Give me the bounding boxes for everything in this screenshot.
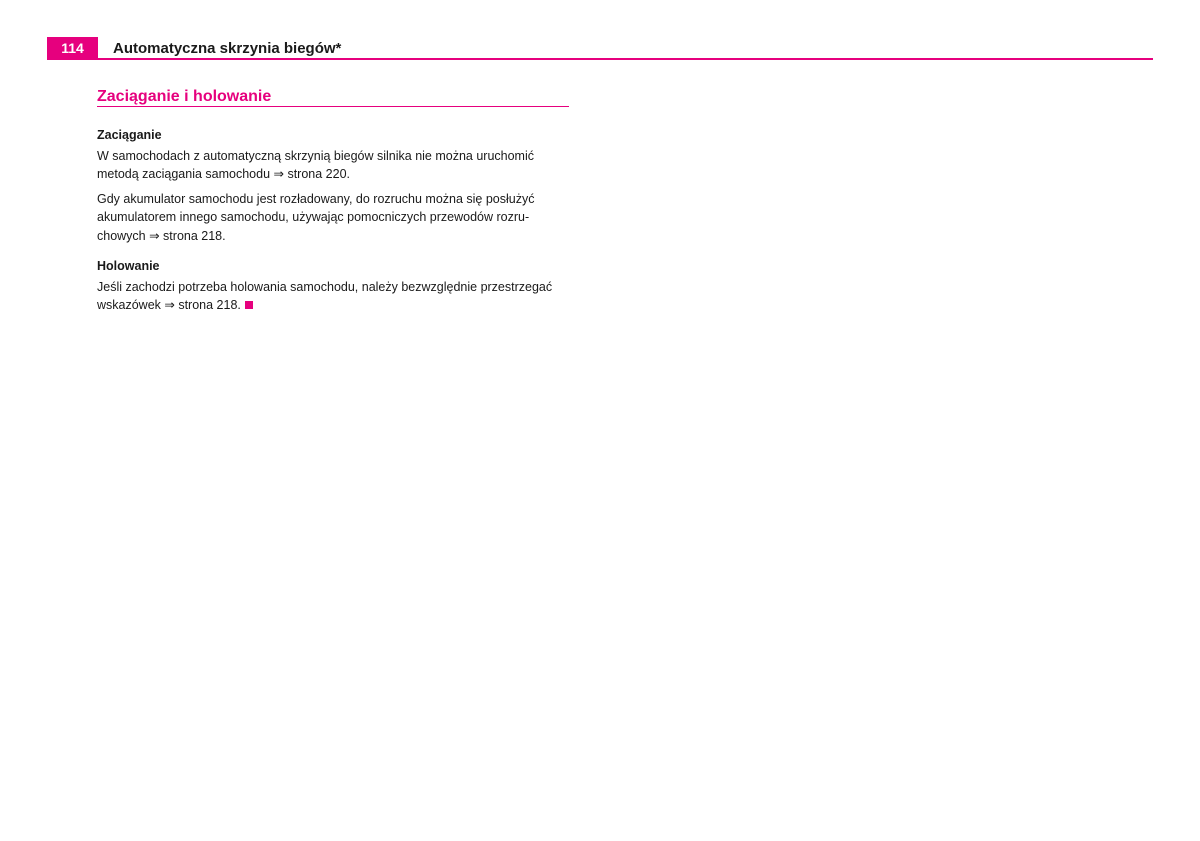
text-line: Jeśli zachodzi potrzeba holowania samochodu, należy bezwzględnie przestrzegać — [97, 279, 553, 294]
section-end-square-icon — [245, 301, 253, 309]
subheading-holowanie: Holowanie — [97, 259, 160, 273]
paragraph-jump-cables — [97, 190, 572, 246]
text-line: wskazówek ⇒ strona 218. — [97, 298, 241, 312]
subheading-zaciaganie: Zaciąganie — [97, 128, 162, 142]
text-line: metodą zaciągania samochodu ⇒ strona 220. — [97, 167, 350, 181]
paragraph-jump-start-restriction — [97, 147, 572, 184]
section-divider — [97, 106, 569, 107]
section-content — [97, 126, 572, 321]
text-line: W samochodach z automatyczną skrzynią biegów silnika nie można uruchomić — [97, 148, 534, 163]
paragraph-towing — [97, 278, 572, 315]
chapter-title: Automatyczna skrzynia biegów* — [113, 40, 342, 57]
text-line: Gdy akumulator samochodu jest rozładowany, do rozruchu można się posłużyć — [97, 191, 535, 206]
header-divider — [98, 58, 1153, 60]
page-number: 114 — [47, 37, 98, 60]
text-line: chowych ⇒ strona 218. — [97, 228, 226, 243]
section-title: Zaciąganie i holowanie — [97, 88, 272, 105]
text-line: akumulatorem innego samochodu, używając pomocniczych przewodów rozru- — [97, 210, 530, 224]
